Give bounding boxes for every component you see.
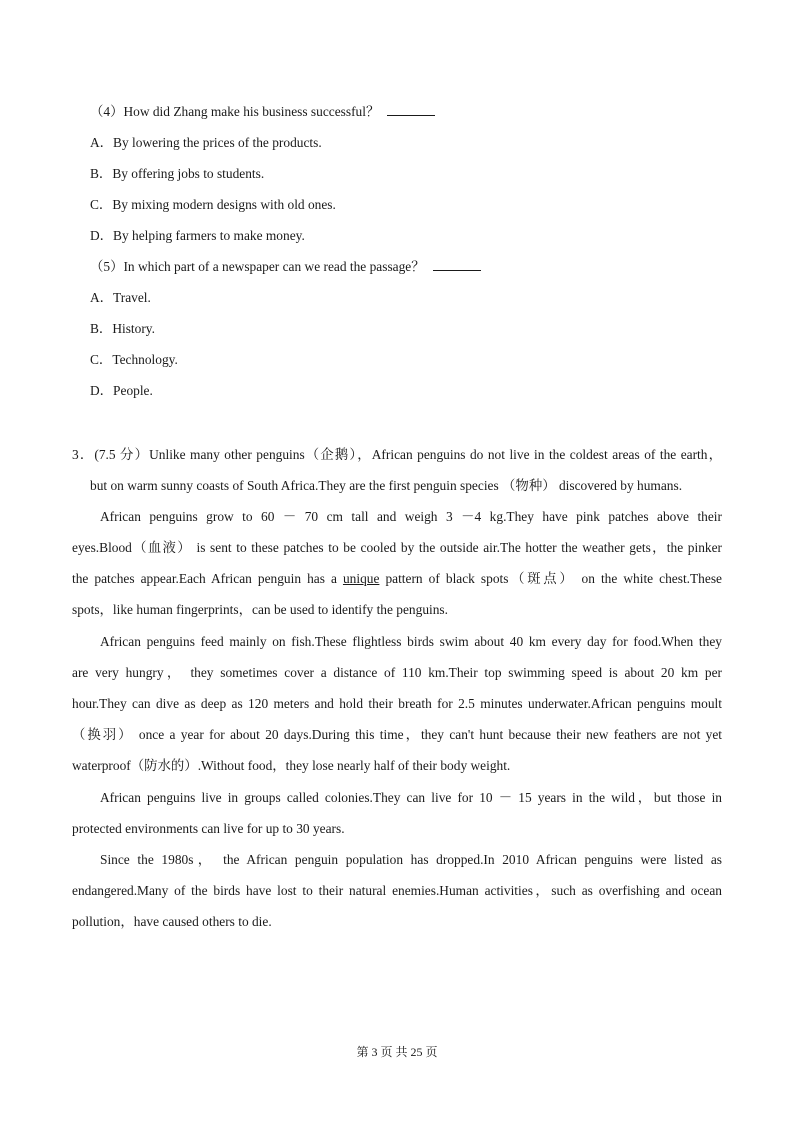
- answer-blank: [387, 103, 435, 116]
- passage-p2-line2: are very hungry， they sometimes cover a distance of 110 km.Their top swimming speed is about 20 km per: [72, 665, 722, 680]
- passage-p2-line3: hour.They can dive as deep as 120 meters and hold their breath for 2.5 minutes underwater.African penguins moult: [72, 696, 722, 711]
- question-4-option-a: A．By lowering the prices of the products.: [90, 135, 322, 150]
- passage-p1-line1: African penguins grow to 60 － 70 cm tall and weigh 3 －4 kg.They have pink patches above their: [100, 509, 722, 524]
- passage-p2-line4: （换羽） once a year for about 20 days.During this time，they can't hunt because their new feathers are not yet: [72, 727, 722, 742]
- passage-p4-line1: Since the 1980s， the African penguin population has dropped.In 2010 African penguins were listed as: [100, 852, 722, 867]
- passage-p3-line2: protected environments can live for up to 30 years.: [72, 821, 345, 836]
- passage-p4-line2: endangered.Many of the birds have lost to their natural enemies.Human activities，such as overfishing and ocean: [72, 883, 722, 898]
- question-5-option-b: B．History.: [90, 321, 155, 336]
- question-4-option-c: C．By mixing modern designs with old ones.: [90, 197, 336, 212]
- question-5-option-d: D．People.: [90, 383, 153, 398]
- question-3-header-continued: but on warm sunny coasts of South Africa.They are the first penguin species （物种） discovered by humans.: [90, 478, 683, 493]
- passage-p1-line3: the patches appear.Each African penguin has a unique pattern of black spots（斑点） on the white chest.These: [72, 571, 722, 586]
- question-5-option-c: C．Technology.: [90, 352, 178, 367]
- question-4-stem: （4）How did Zhang make his business successful？: [90, 103, 435, 121]
- question-3-header: 3．(7.5 分）Unlike many other penguins（企鹅），African penguins do not live in the coldest areas of the earth，: [72, 447, 722, 462]
- passage-p2-line1: African penguins feed mainly on fish.These flightless birds swim about 40 km every day for food.When they: [100, 634, 722, 649]
- answer-blank: [433, 258, 481, 271]
- question-4-option-b: B．By offering jobs to students.: [90, 166, 265, 181]
- question-5-option-a: A．Travel.: [90, 290, 151, 305]
- passage-p2-line5: waterproof（防水的）.Without food，they lose nearly half of their body weight.: [72, 758, 511, 773]
- question-5-stem: （5）In which part of a newspaper can we read the passage？: [90, 258, 481, 276]
- passage-p3-line1: African penguins live in groups called colonies.They can live for 10 － 15 years in the wild，but those in: [100, 790, 722, 805]
- passage-p4-line3: pollution，have caused others to die.: [72, 914, 272, 929]
- passage-p1-line4: spots，like human fingerprints，can be used to identify the penguins.: [72, 602, 448, 617]
- underlined-word: unique: [342, 571, 380, 586]
- page-footer: 第 3 页 共 25 页: [356, 1045, 438, 1059]
- passage-p1-line2: eyes.Blood（血液） is sent to these patches to be cooled by the outside air.The hotter the weather gets，the pinker: [72, 540, 722, 555]
- question-4-option-d: D．By helping farmers to make money.: [90, 228, 305, 243]
